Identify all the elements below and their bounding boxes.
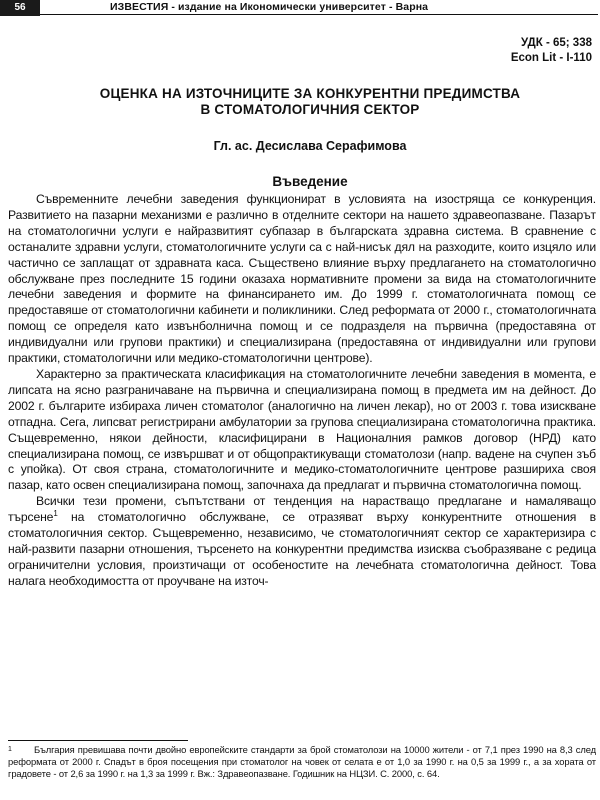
econlit-code: Econ Lit - I-110: [510, 52, 592, 64]
paragraph-3-text-start: Всички тези промени, съпътствани от тенденция на нарастващо предлагане и намаляващо търсене: [8, 494, 596, 525]
paragraph-3-text-end: на стоматологично обслужване, се отразяват върху конкурентните отношения в стоматологичния сектор. Същевременно, независимо, че стоматологичният сектор се характеризира с най-развити пазарни отношения, търсенето на конкурентни предимства изисква съобразяване с редица ограничителни условия, произтичащи от особеностите на лечебната стоматологична дейност. Това налага необходимостта от проучване на източ-: [8, 510, 596, 588]
running-header: [0, 0, 600, 16]
journal-title: ИЗВЕСТИЯ - издание на Икономически университет - Варна: [110, 1, 429, 13]
udc-code: УДК - 65; 338: [520, 37, 592, 49]
classification-codes: [511, 36, 592, 66]
paragraph-3: [8, 494, 596, 589]
header-rule: [40, 14, 598, 15]
footnote-text: България превишава почти двойно европейските стандарти за брой стоматолози на 10000 жители - от 7,1 през 1990 на 8,3 след реформата от 2000 г. Спадът в броя посещения при стоматолог на човек от селата е от 1,0 за 1990 г. на 0,5 за 1999 г., а за хората от градовете - от 2,6 за 1990 г. на 1,3 за 1999 г. Вж.: Здравеопазване. Годишник на НЦЗИ. С. 2000, с. 64.: [8, 744, 596, 779]
paragraph-1: Съвременните лечебни заведения функционират в условията на изостряща се конкуренция. Развитието на пазарни механизми е различно в отделните сектори на нашето здравеопазване. Пазарът на стоматологични услуги е найразвитият субпазар в българската здравна система. В сравнение с останалите здравни услуги, стоматологичните услуги са с най-нисък дял на разходите, които изцяло или частично се заплащат от здравната каса. Съществено влияние върху предлагането на стоматологично обслужване през последните 15 години оказаха нормативните промени за вида на стоматологичните лечебни заведения и формите на финансирането им. До 1999 г. стоматологичната помощ се предоставяше от стоматологични кабинети и поликлиники. След реформата от 2000 г., стоматологичната помощ се определя като извънболнична помощ и се подразделя на първична (предоставяна от индивидуални или групови практики) и специализирана (предоставяна от индивидуални или групови практики, стоматологични или медико-стоматологични центрове).: [8, 192, 596, 366]
footnote: [8, 744, 596, 780]
author-name: Гл. ас. Десислава Серафимова: [213, 139, 407, 153]
article-title-line-1: ОЦЕНКА НА ИЗТОЧНИЦИТЕ ЗА КОНКУРЕНТНИ ПРЕДИМСТВА: [99, 86, 521, 101]
article-title: [40, 86, 580, 118]
footnote-rule: [8, 740, 188, 741]
body-text: [8, 192, 596, 590]
section-heading: Въведение: [272, 174, 348, 189]
footnote-reference[interactable]: 1: [53, 509, 58, 519]
page-number: 56: [0, 0, 40, 16]
footnote-mark: 1: [8, 746, 12, 753]
paragraph-2: Характерно за практическата класификация на стоматологичните лечебни заведения в момента, е липсата на ясно разграничаване на първична и специализирана помощ в предмета им на дейност. До 2002 г. българите избираха личен стоматолог (аналогично на личен лекар), но от 2003 г. това изискване отпадна. Сега, липсват регистрирани амбулатории за групова специализирана стоматологична практика. Същевременно, някои дейности, класифицирани в Националния рамков договор (НРД) като специализирана помощ, се извършват и от общопрактикуващи стоматолози (напр. вадене на счупен зъб с упойка). От своя страна, стоматологичните и медико-стоматологичните центрове разшириха своя пазар, като освен специализирана помощ, започнаха да предлагат и първична стоматологична помощ.: [8, 366, 596, 493]
article-title-line-2: В СТОМАТОЛОГИЧНИЯ СЕКТОР: [200, 102, 420, 117]
